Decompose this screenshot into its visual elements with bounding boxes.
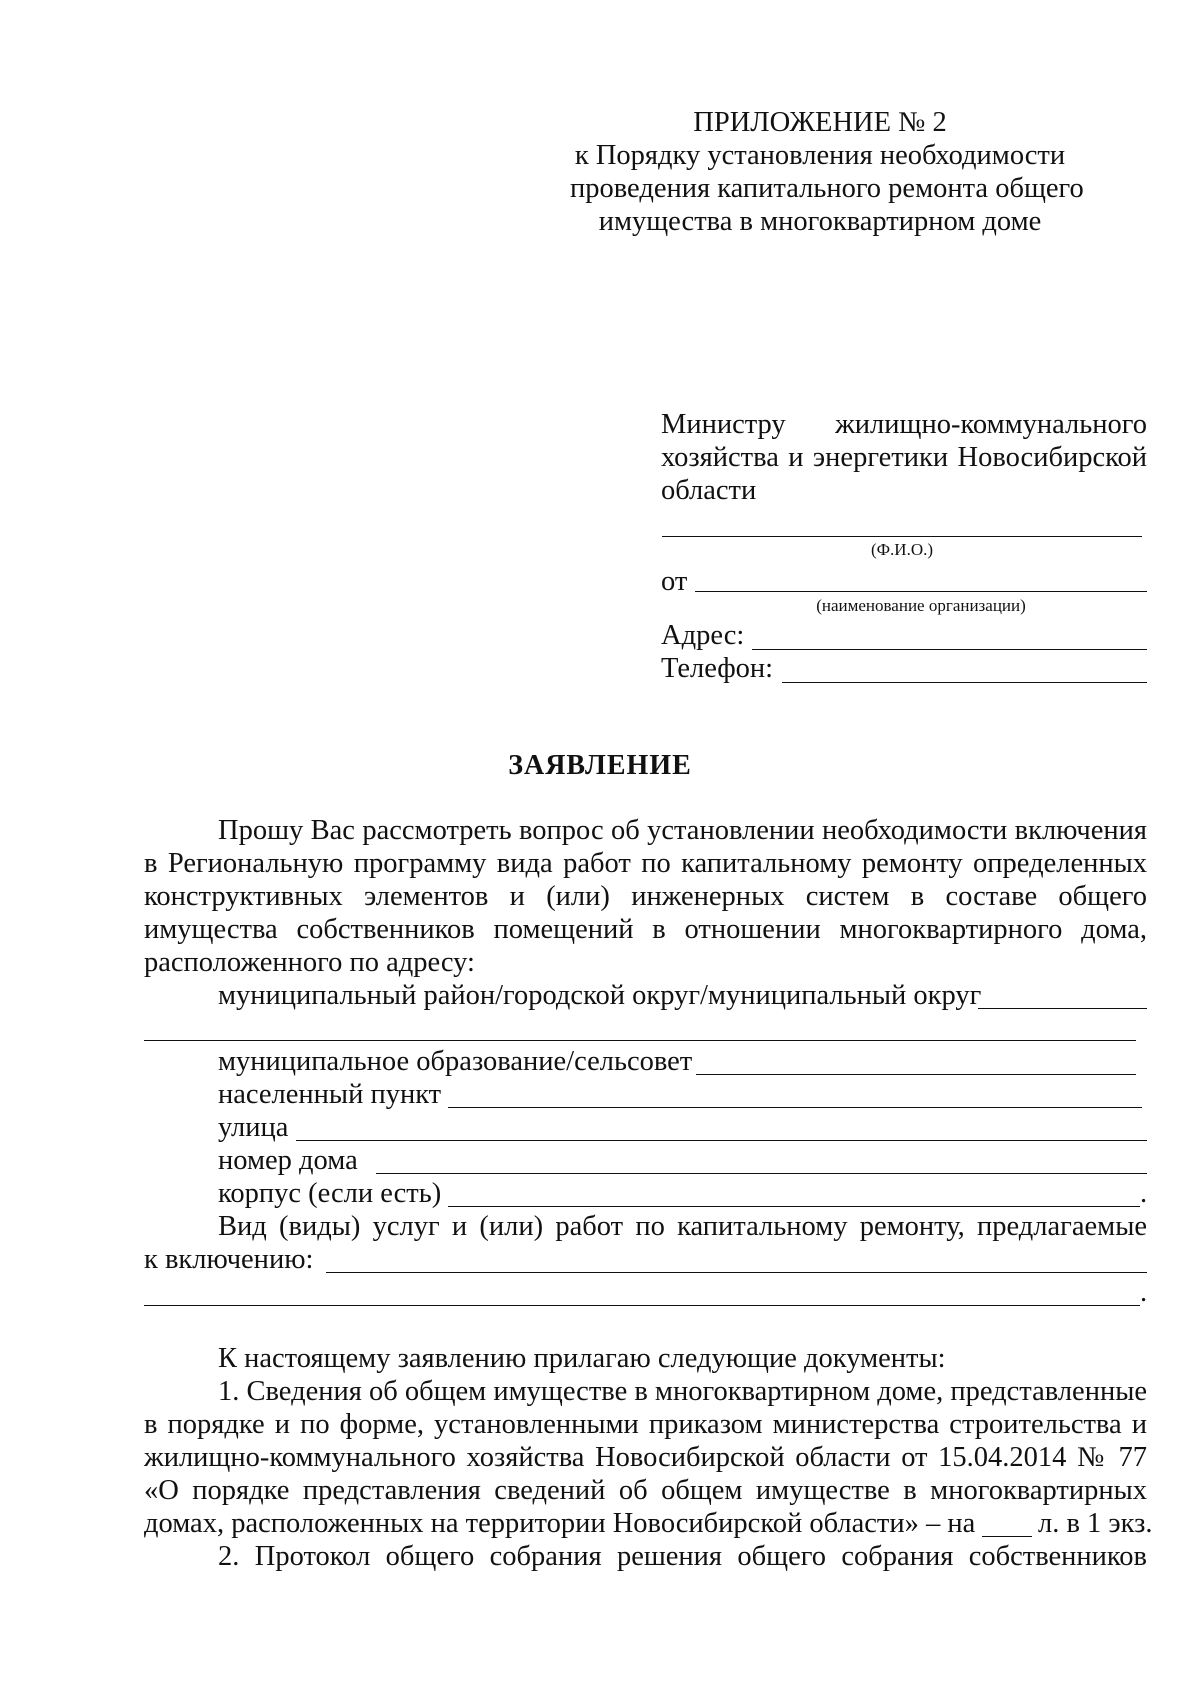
district-underline-2[interactable] [144,1040,1136,1041]
attachment-1-line-5b: л. в 1 экз. [1038,1508,1153,1539]
address-label: Адрес: [661,620,745,651]
from-label: от [661,566,688,597]
locality-underline[interactable] [448,1107,1142,1108]
district-underline-1[interactable] [978,1008,1147,1009]
address-underline[interactable] [752,649,1147,650]
phone-label: Телефон: [661,653,774,684]
services-line-1: Вид (виды) услуг и (или) работ по капитальному ремонту, предлагаемые [218,1211,1147,1242]
org-caption: (наименование организации) [816,596,1026,615]
appendix-line-3: имущества в многоквартирном доме [598,206,1042,237]
municipality-label: муниципальное образование/сельсовет [218,1046,693,1077]
attachment-1-line-3: жилищно-коммунального хозяйства Новосибирской области от 15.04.2014 № 77 [144,1442,1147,1473]
appendix-line-1: к Порядку установления необходимости [574,140,1066,171]
house-label: номер дома [218,1145,358,1176]
addressee-line-1 [661,408,1147,441]
appendix-line-2: проведения капитального ремонта общего [570,173,1084,204]
street-underline[interactable] [296,1140,1147,1141]
addressee-line-2: хозяйства и энергетики Новосибирской [661,442,1147,473]
street-label: улица [218,1112,289,1143]
fio-caption: (Ф.И.О.) [870,540,934,559]
fio-underline[interactable] [662,536,1142,537]
request-line-2: в Региональную программу вида работ по капитальному ремонту определенных [144,848,1147,879]
document-heading: ЗАЯВЛЕНИЕ [508,750,692,781]
services-period: . [1140,1277,1148,1308]
municipality-underline[interactable] [696,1074,1136,1075]
services-underline-2[interactable] [144,1305,1140,1306]
request-line-3: конструктивных элементов и (или) инженерных систем в составе общего [144,881,1147,912]
attachment-1-line-5a: домах, расположенных на территории Новосибирской области» – на [144,1508,976,1539]
locality-label: населенный пункт [218,1079,442,1110]
building-period: . [1140,1178,1148,1209]
attachment-1-line-1: 1. Сведения об общем имуществе в многоквартирном доме, представленные [218,1376,1148,1407]
attachment-2-line-1: 2. Протокол общего собрания решения общего собрания собственников [218,1541,1147,1572]
services-label: к включению: [144,1244,314,1275]
appendix-title: ПРИЛОЖЕНИЕ № 2 [693,107,947,138]
addressee-word-housing: жилищно-коммунального [835,409,1147,440]
attachments-intro: К настоящему заявлению прилагаю следующие документы: [218,1343,946,1374]
district-label: муниципальный район/городской округ/муниципальный округ [218,980,982,1011]
services-underline-1[interactable] [326,1272,1147,1273]
request-line-5: расположенного по адресу: [144,947,475,978]
building-underline[interactable] [448,1206,1140,1207]
building-label: корпус (если есть) [218,1178,442,1209]
attachment-1-pages-underline[interactable] [982,1536,1032,1537]
phone-underline[interactable] [782,682,1147,683]
request-line-4: имущества собственников помещений в отношении многоквартирного дома, [144,914,1147,945]
attachment-1-line-2: в порядке и по форме, установленными приказом министерства строительства и [144,1409,1147,1440]
from-underline[interactable] [695,591,1147,592]
addressee-word-minister: Министру [661,409,786,440]
house-underline[interactable] [376,1173,1147,1174]
request-line-1: Прошу Вас рассмотреть вопрос об установлении необходимости включения [218,815,1147,846]
attachment-1-line-4: «О порядке представления сведений об общем имуществе в многоквартирных [144,1475,1147,1506]
addressee-line-3: области [661,475,757,506]
